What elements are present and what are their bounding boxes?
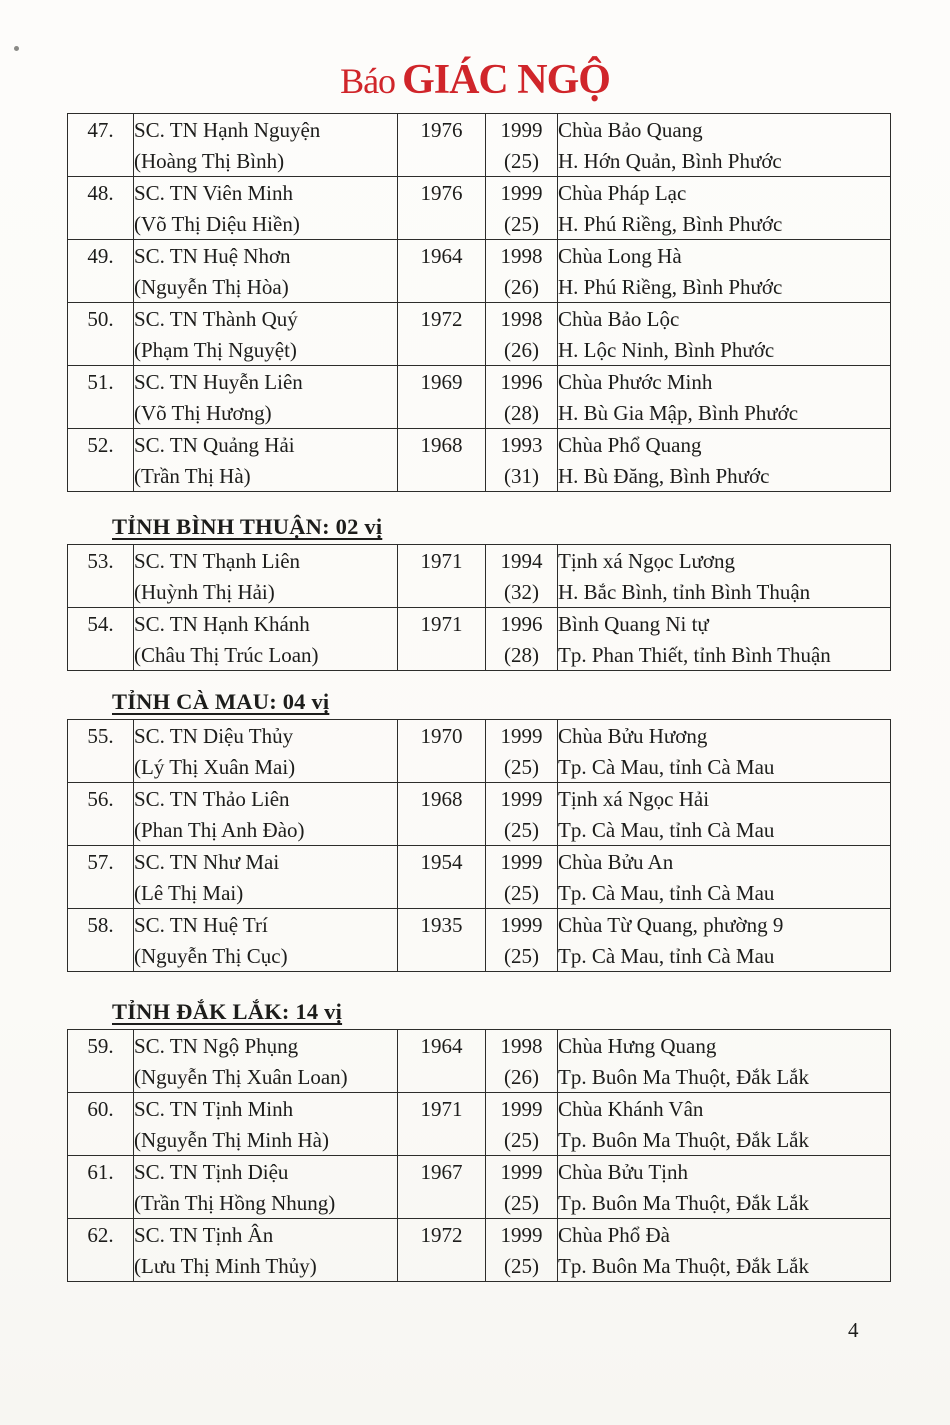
cell-birth-year bbox=[398, 429, 486, 492]
cell-name bbox=[134, 303, 398, 366]
ordination-age: (25) bbox=[504, 148, 539, 173]
nun-roster-table bbox=[67, 719, 891, 972]
logo-prefix: Báo bbox=[340, 61, 396, 101]
birth-year: 1972 bbox=[420, 307, 463, 331]
birth-year: 1964 bbox=[420, 1034, 463, 1058]
religious-name: SC. TN Quảng Hải bbox=[134, 433, 295, 457]
cell-name bbox=[134, 909, 398, 972]
temple-location: Tp. Buôn Ma Thuột, Đắk Lắk bbox=[558, 1064, 809, 1089]
table-row bbox=[68, 1219, 891, 1282]
table-row bbox=[68, 1093, 891, 1156]
temple-location: H. Bắc Bình, tỉnh Bình Thuận bbox=[558, 579, 811, 604]
ordination-year: 1999 bbox=[500, 1160, 543, 1184]
secular-name: (Nguyễn Thị Xuân Loan) bbox=[134, 1064, 348, 1089]
birth-year: 1971 bbox=[420, 612, 463, 636]
temple-name: Bình Quang Ni tự bbox=[558, 612, 709, 636]
row-number: 57. bbox=[87, 850, 114, 874]
nun-roster-table bbox=[67, 113, 891, 492]
secular-name: (Nguyễn Thị Cục) bbox=[134, 943, 288, 968]
cell-ordination bbox=[486, 114, 558, 177]
cell-birth-year bbox=[398, 1156, 486, 1219]
cell-index bbox=[68, 240, 134, 303]
birth-year: 1971 bbox=[420, 1097, 463, 1121]
cell-index bbox=[68, 177, 134, 240]
secular-name: (Trần Thị Hà) bbox=[134, 463, 251, 488]
cell-birth-year bbox=[398, 303, 486, 366]
cell-name bbox=[134, 1030, 398, 1093]
cell-ordination bbox=[486, 1093, 558, 1156]
birth-year: 1969 bbox=[420, 370, 463, 394]
cell-birth-year bbox=[398, 1030, 486, 1093]
ordination-age: (26) bbox=[504, 1064, 539, 1089]
cell-birth-year bbox=[398, 177, 486, 240]
table-row bbox=[68, 429, 891, 492]
table-row bbox=[68, 846, 891, 909]
province-section bbox=[67, 999, 890, 1282]
religious-name: SC. TN Như Mai bbox=[134, 850, 280, 874]
ordination-age: (25) bbox=[504, 1190, 539, 1215]
religious-name: SC. TN Viên Minh bbox=[134, 181, 293, 205]
temple-location: H. Bù Đăng, Bình Phước bbox=[558, 463, 770, 488]
cell-temple bbox=[558, 366, 891, 429]
temple-name: Chùa Bảo Lộc bbox=[558, 307, 680, 331]
secular-name: (Châu Thị Trúc Loan) bbox=[134, 642, 319, 667]
ordination-year: 1999 bbox=[500, 1097, 543, 1121]
cell-temple bbox=[558, 783, 891, 846]
table-row bbox=[68, 366, 891, 429]
temple-name: Tịnh xá Ngọc Lương bbox=[558, 549, 736, 573]
table-row bbox=[68, 783, 891, 846]
cell-birth-year bbox=[398, 720, 486, 783]
ordination-age: (25) bbox=[504, 943, 539, 968]
ordination-year: 1993 bbox=[500, 433, 543, 457]
religious-name: SC. TN Huyễn Liên bbox=[134, 370, 303, 394]
section-heading: TỈNH CÀ MAU: 04 vị bbox=[112, 689, 330, 714]
row-number: 60. bbox=[87, 1097, 114, 1121]
temple-name: Chùa Hưng Quang bbox=[558, 1034, 717, 1058]
table-row bbox=[68, 1030, 891, 1093]
secular-name: (Phan Thị Anh Đào) bbox=[134, 817, 305, 842]
section-heading: TỈNH BÌNH THUẬN: 02 vị bbox=[112, 514, 383, 539]
ordination-year: 1999 bbox=[500, 724, 543, 748]
cell-temple bbox=[558, 909, 891, 972]
cell-birth-year bbox=[398, 366, 486, 429]
temple-name: Chùa Từ Quang, phường 9 bbox=[558, 913, 784, 937]
ordination-age: (25) bbox=[504, 1253, 539, 1278]
cell-birth-year bbox=[398, 909, 486, 972]
cell-index bbox=[68, 1030, 134, 1093]
cell-birth-year bbox=[398, 240, 486, 303]
cell-index bbox=[68, 1219, 134, 1282]
temple-name: Chùa Bửu Hương bbox=[558, 724, 708, 748]
directory-sections bbox=[67, 113, 890, 1282]
temple-location: Tp. Cà Mau, tỉnh Cà Mau bbox=[558, 943, 775, 968]
religious-name: SC. TN Thạnh Liên bbox=[134, 549, 301, 573]
table-row bbox=[68, 545, 891, 608]
cell-birth-year bbox=[398, 846, 486, 909]
cell-index bbox=[68, 545, 134, 608]
ordination-age: (25) bbox=[504, 754, 539, 779]
temple-location: H. Phú Riềng, Bình Phước bbox=[558, 274, 783, 299]
cell-index bbox=[68, 429, 134, 492]
nun-roster-table bbox=[67, 544, 891, 671]
cell-temple bbox=[558, 1093, 891, 1156]
temple-name: Chùa Bửu An bbox=[558, 850, 674, 874]
religious-name: SC. TN Thành Quý bbox=[134, 307, 298, 331]
cell-name bbox=[134, 114, 398, 177]
temple-name: Chùa Khánh Vân bbox=[558, 1097, 704, 1121]
province-section bbox=[67, 689, 890, 972]
cell-ordination bbox=[486, 240, 558, 303]
religious-name: SC. TN Ngộ Phụng bbox=[134, 1034, 299, 1058]
temple-location: Tp. Cà Mau, tỉnh Cà Mau bbox=[558, 754, 775, 779]
cell-index bbox=[68, 114, 134, 177]
table-row bbox=[68, 303, 891, 366]
row-number: 47. bbox=[87, 118, 114, 142]
temple-location: Tp. Buôn Ma Thuột, Đắk Lắk bbox=[558, 1253, 809, 1278]
temple-location: H. Hớn Quản, Bình Phước bbox=[558, 148, 782, 173]
birth-year: 1976 bbox=[420, 118, 463, 142]
cell-name bbox=[134, 846, 398, 909]
row-number: 62. bbox=[87, 1223, 114, 1247]
religious-name: SC. TN Diệu Thủy bbox=[134, 724, 294, 748]
temple-name: Chùa Phổ Quang bbox=[558, 433, 702, 457]
cell-ordination bbox=[486, 1156, 558, 1219]
temple-name: Tịnh xá Ngọc Hải bbox=[558, 787, 710, 811]
cell-name bbox=[134, 1156, 398, 1219]
secular-name: (Võ Thị Hương) bbox=[134, 400, 272, 425]
secular-name: (Võ Thị Diệu Hiền) bbox=[134, 211, 300, 236]
cell-temple bbox=[558, 846, 891, 909]
cell-index bbox=[68, 303, 134, 366]
birth-year: 1967 bbox=[420, 1160, 463, 1184]
table-row bbox=[68, 720, 891, 783]
cell-index bbox=[68, 720, 134, 783]
ordination-year: 1999 bbox=[500, 181, 543, 205]
cell-index bbox=[68, 846, 134, 909]
secular-name: (Huỳnh Thị Hải) bbox=[134, 579, 275, 604]
section-heading: TỈNH ĐẮK LẮK: 14 vị bbox=[112, 999, 343, 1024]
row-number: 50. bbox=[87, 307, 114, 331]
temple-location: Tp. Phan Thiết, tỉnh Bình Thuận bbox=[558, 642, 831, 667]
religious-name: SC. TN Tịnh Ân bbox=[134, 1223, 274, 1247]
temple-location: Tp. Cà Mau, tỉnh Cà Mau bbox=[558, 880, 775, 905]
secular-name: (Nguyễn Thị Minh Hà) bbox=[134, 1127, 329, 1152]
cell-temple bbox=[558, 1219, 891, 1282]
ordination-age: (25) bbox=[504, 211, 539, 236]
cell-temple bbox=[558, 303, 891, 366]
ordination-year: 1999 bbox=[500, 787, 543, 811]
cell-name bbox=[134, 177, 398, 240]
cell-birth-year bbox=[398, 114, 486, 177]
secular-name: (Nguyễn Thị Hòa) bbox=[134, 274, 289, 299]
birth-year: 1935 bbox=[420, 913, 463, 937]
temple-location: H. Phú Riềng, Bình Phước bbox=[558, 211, 783, 236]
table-row bbox=[68, 1156, 891, 1219]
secular-name: (Lý Thị Xuân Mai) bbox=[134, 754, 296, 779]
cell-ordination bbox=[486, 909, 558, 972]
row-number: 58. bbox=[87, 913, 114, 937]
religious-name: SC. TN Thảo Liên bbox=[134, 787, 290, 811]
ordination-year: 1996 bbox=[500, 370, 543, 394]
row-number: 59. bbox=[87, 1034, 114, 1058]
ordination-year: 1999 bbox=[500, 118, 543, 142]
logo-title: GIÁC NGỘ bbox=[402, 57, 610, 103]
religious-name: SC. TN Hạnh Khánh bbox=[134, 612, 310, 636]
nun-roster-table bbox=[67, 1029, 891, 1282]
secular-name: (Lưu Thị Minh Thủy) bbox=[134, 1253, 317, 1278]
cell-temple bbox=[558, 1030, 891, 1093]
cell-birth-year bbox=[398, 608, 486, 671]
temple-name: Chùa Phổ Đà bbox=[558, 1223, 670, 1247]
cell-birth-year bbox=[398, 1219, 486, 1282]
cell-name bbox=[134, 429, 398, 492]
cell-temple bbox=[558, 240, 891, 303]
cell-ordination bbox=[486, 783, 558, 846]
cell-name bbox=[134, 608, 398, 671]
cell-temple bbox=[558, 429, 891, 492]
table-row bbox=[68, 177, 891, 240]
cell-ordination bbox=[486, 177, 558, 240]
row-number: 53. bbox=[87, 549, 114, 573]
birth-year: 1971 bbox=[420, 549, 463, 573]
table-row bbox=[68, 114, 891, 177]
cell-index bbox=[68, 1093, 134, 1156]
cell-ordination bbox=[486, 429, 558, 492]
ordination-age: (26) bbox=[504, 337, 539, 362]
cell-name bbox=[134, 545, 398, 608]
cell-temple bbox=[558, 720, 891, 783]
ordination-year: 1999 bbox=[500, 1223, 543, 1247]
cell-ordination bbox=[486, 545, 558, 608]
temple-location: H. Lộc Ninh, Bình Phước bbox=[558, 337, 775, 362]
table-row bbox=[68, 608, 891, 671]
ordination-year: 1996 bbox=[500, 612, 543, 636]
cell-birth-year bbox=[398, 783, 486, 846]
temple-name: Chùa Bửu Tịnh bbox=[558, 1160, 688, 1184]
row-number: 54. bbox=[87, 612, 114, 636]
cell-name bbox=[134, 720, 398, 783]
cell-index bbox=[68, 366, 134, 429]
newspaper-logo bbox=[0, 0, 950, 113]
secular-name: (Phạm Thị Nguyệt) bbox=[134, 337, 297, 362]
religious-name: SC. TN Huệ Trí bbox=[134, 913, 268, 937]
cell-temple bbox=[558, 1156, 891, 1219]
cell-temple bbox=[558, 114, 891, 177]
ordination-age: (28) bbox=[504, 642, 539, 667]
ordination-year: 1999 bbox=[500, 913, 543, 937]
birth-year: 1964 bbox=[420, 244, 463, 268]
secular-name: (Hoàng Thị Bình) bbox=[134, 148, 285, 173]
temple-location: Tp. Buôn Ma Thuột, Đắk Lắk bbox=[558, 1127, 809, 1152]
cell-name bbox=[134, 240, 398, 303]
row-number: 55. bbox=[87, 724, 114, 748]
birth-year: 1968 bbox=[420, 787, 463, 811]
cell-name bbox=[134, 1219, 398, 1282]
row-number: 48. bbox=[87, 181, 114, 205]
row-number: 49. bbox=[87, 244, 114, 268]
temple-location: Tp. Cà Mau, tỉnh Cà Mau bbox=[558, 817, 775, 842]
temple-name: Chùa Long Hà bbox=[558, 244, 682, 268]
cell-index bbox=[68, 1156, 134, 1219]
scan-speck-artifact bbox=[14, 46, 19, 51]
ordination-year: 1999 bbox=[500, 850, 543, 874]
cell-name bbox=[134, 366, 398, 429]
cell-birth-year bbox=[398, 545, 486, 608]
cell-ordination bbox=[486, 303, 558, 366]
province-section bbox=[67, 113, 890, 492]
cell-temple bbox=[558, 545, 891, 608]
row-number: 51. bbox=[87, 370, 114, 394]
ordination-age: (32) bbox=[504, 579, 539, 604]
ordination-age: (28) bbox=[504, 400, 539, 425]
religious-name: SC. TN Hạnh Nguyện bbox=[134, 118, 321, 142]
cell-index bbox=[68, 783, 134, 846]
page-number: 4 bbox=[848, 1318, 859, 1342]
temple-name: Chùa Pháp Lạc bbox=[558, 181, 687, 205]
cell-ordination bbox=[486, 846, 558, 909]
cell-birth-year bbox=[398, 1093, 486, 1156]
ordination-year: 1998 bbox=[500, 1034, 543, 1058]
ordination-year: 1998 bbox=[500, 244, 543, 268]
ordination-age: (26) bbox=[504, 274, 539, 299]
ordination-age: (31) bbox=[504, 463, 539, 488]
temple-name: Chùa Bảo Quang bbox=[558, 118, 703, 142]
religious-name: SC. TN Tịnh Diệu bbox=[134, 1160, 289, 1184]
cell-temple bbox=[558, 177, 891, 240]
religious-name: SC. TN Tịnh Minh bbox=[134, 1097, 294, 1121]
temple-location: Tp. Buôn Ma Thuột, Đắk Lắk bbox=[558, 1190, 809, 1215]
table-row bbox=[68, 240, 891, 303]
cell-index bbox=[68, 608, 134, 671]
ordination-year: 1998 bbox=[500, 307, 543, 331]
birth-year: 1972 bbox=[420, 1223, 463, 1247]
cell-ordination bbox=[486, 1030, 558, 1093]
cell-name bbox=[134, 1093, 398, 1156]
secular-name: (Lê Thị Mai) bbox=[134, 880, 244, 905]
cell-temple bbox=[558, 608, 891, 671]
ordination-age: (25) bbox=[504, 1127, 539, 1152]
row-number: 52. bbox=[87, 433, 114, 457]
province-section bbox=[67, 514, 890, 671]
birth-year: 1954 bbox=[420, 850, 463, 874]
row-number: 61. bbox=[87, 1160, 114, 1184]
birth-year: 1976 bbox=[420, 181, 463, 205]
birth-year: 1968 bbox=[420, 433, 463, 457]
cell-index bbox=[68, 909, 134, 972]
ordination-year: 1994 bbox=[500, 549, 543, 573]
ordination-age: (25) bbox=[504, 817, 539, 842]
temple-location: H. Bù Gia Mập, Bình Phước bbox=[558, 400, 799, 425]
temple-name: Chùa Phước Minh bbox=[558, 370, 713, 394]
cell-name bbox=[134, 783, 398, 846]
secular-name: (Trần Thị Hồng Nhung) bbox=[134, 1190, 336, 1215]
cell-ordination bbox=[486, 720, 558, 783]
cell-ordination bbox=[486, 366, 558, 429]
cell-ordination bbox=[486, 608, 558, 671]
cell-ordination bbox=[486, 1219, 558, 1282]
birth-year: 1970 bbox=[420, 724, 463, 748]
religious-name: SC. TN Huệ Nhơn bbox=[134, 244, 291, 268]
ordination-age: (25) bbox=[504, 880, 539, 905]
table-row bbox=[68, 909, 891, 972]
row-number: 56. bbox=[87, 787, 114, 811]
